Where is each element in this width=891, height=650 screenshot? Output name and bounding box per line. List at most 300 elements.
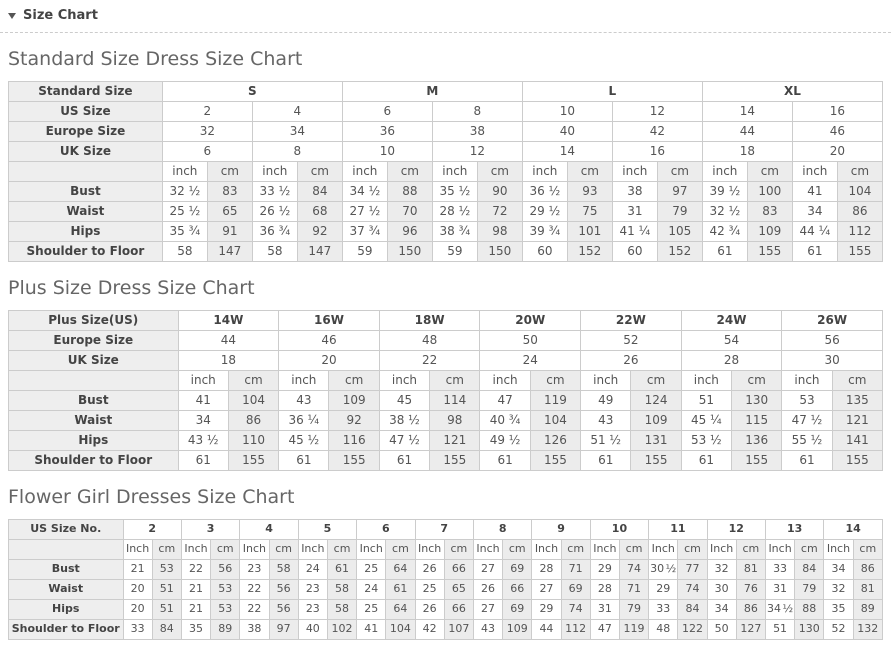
- cm-value-cell: 86: [228, 411, 278, 431]
- size-value-cell: 14: [522, 142, 612, 162]
- cm-value-cell: 102: [327, 620, 356, 640]
- size-value-cell: 42: [612, 122, 702, 142]
- cm-value-cell: 58: [327, 580, 356, 600]
- section-heading: Standard Size Dress Size Chart: [8, 48, 303, 70]
- inch-value-cell: 42: [415, 620, 444, 640]
- size-group-header: 20W: [480, 311, 581, 331]
- inch-value-cell: 53: [782, 391, 832, 411]
- cm-value-cell: 69: [561, 580, 590, 600]
- size-tables-container: [8, 48, 883, 640]
- cm-unit-header: cm: [631, 371, 681, 391]
- measurement-row: [9, 242, 883, 262]
- cm-unit-header: cm: [795, 540, 824, 560]
- table-body: [9, 82, 883, 262]
- inch-value-cell: 29: [532, 600, 561, 620]
- row-label: Europe Size: [9, 331, 179, 351]
- size-value-cell: 46: [279, 331, 380, 351]
- cm-value-cell: 114: [430, 391, 480, 411]
- cm-value-cell: 51: [152, 600, 181, 620]
- cm-value-cell: 64: [386, 600, 415, 620]
- measurement-row: [9, 222, 883, 242]
- inch-value-cell: 21: [181, 580, 210, 600]
- cm-value-cell: 66: [444, 600, 473, 620]
- cm-value-cell: 104: [837, 182, 882, 202]
- inch-unit-header: inch: [342, 162, 387, 182]
- inch-value-cell: 31: [590, 600, 619, 620]
- size-group-header: S: [162, 82, 342, 102]
- cm-value-cell: 74: [619, 560, 648, 580]
- cm-value-cell: 121: [832, 411, 882, 431]
- inch-value-cell: 21: [181, 600, 210, 620]
- cm-value-cell: 119: [619, 620, 648, 640]
- inch-value-cell: 43: [581, 411, 631, 431]
- inch-unit-header: Inch: [590, 540, 619, 560]
- inch-value-cell: 36 ½: [522, 182, 567, 202]
- unit-row: [9, 540, 883, 560]
- size-value-cell: 48: [379, 331, 480, 351]
- cm-value-cell: 64: [386, 560, 415, 580]
- cm-unit-header: cm: [269, 540, 298, 560]
- cm-value-cell: 98: [477, 222, 522, 242]
- inch-unit-header: inch: [252, 162, 297, 182]
- cm-value-cell: 86: [736, 600, 765, 620]
- cm-value-cell: 93: [567, 182, 612, 202]
- cm-value-cell: 109: [631, 411, 681, 431]
- conversion-row: [9, 122, 883, 142]
- row-label: Shoulder to Floor: [9, 242, 163, 262]
- size-value-cell: 44: [178, 331, 279, 351]
- inch-value-cell: 28: [590, 580, 619, 600]
- inch-value-cell: 36 ¾: [252, 222, 297, 242]
- cm-unit-header: cm: [211, 540, 240, 560]
- measurement-row: [9, 202, 883, 222]
- inch-unit-header: Inch: [532, 540, 561, 560]
- cm-value-cell: 71: [619, 580, 648, 600]
- size-group-header: 7: [415, 520, 473, 540]
- cm-value-cell: 107: [444, 620, 473, 640]
- inch-unit-header: inch: [612, 162, 657, 182]
- inch-value-cell: 45 ½: [279, 431, 329, 451]
- inch-value-cell: 27: [532, 580, 561, 600]
- row-label: Hips: [9, 222, 163, 242]
- inch-value-cell: 53 ½: [681, 431, 731, 451]
- cm-value-cell: 152: [567, 242, 612, 262]
- inch-value-cell: 34: [792, 202, 837, 222]
- row-label: US Size No.: [9, 520, 124, 540]
- inch-value-cell: 22: [240, 600, 269, 620]
- cm-value-cell: 69: [503, 560, 532, 580]
- cm-unit-header: cm: [736, 540, 765, 560]
- cm-value-cell: 109: [747, 222, 792, 242]
- inch-value-cell: 35: [181, 620, 210, 640]
- inch-value-cell: 26: [415, 560, 444, 580]
- cm-value-cell: 155: [228, 451, 278, 471]
- inch-unit-header: Inch: [765, 540, 794, 560]
- size-value-cell: 22: [379, 351, 480, 371]
- size-table: [8, 310, 883, 471]
- inch-value-cell: 41: [792, 182, 837, 202]
- cm-unit-header: cm: [619, 540, 648, 560]
- row-label: US Size: [9, 102, 163, 122]
- inch-value-cell: 38 ¾: [432, 222, 477, 242]
- inch-unit-header: Inch: [240, 540, 269, 560]
- row-label: Europe Size: [9, 122, 163, 142]
- size-value-cell: 56: [782, 331, 883, 351]
- cm-value-cell: 86: [837, 202, 882, 222]
- unit-row-spacer: [9, 371, 179, 391]
- cm-value-cell: 141: [832, 431, 882, 451]
- inch-value-cell: 23: [298, 600, 327, 620]
- size-value-cell: 10: [342, 142, 432, 162]
- cm-value-cell: 122: [678, 620, 707, 640]
- cm-unit-header: cm: [530, 371, 580, 391]
- inch-value-cell: 47: [590, 620, 619, 640]
- inch-value-cell: 35: [824, 600, 853, 620]
- size-value-cell: 38: [432, 122, 522, 142]
- cm-value-cell: 70: [387, 202, 432, 222]
- row-label: Bust: [9, 391, 179, 411]
- inch-value-cell: 33: [123, 620, 152, 640]
- size-group-header: M: [342, 82, 522, 102]
- size-group-header: 26W: [782, 311, 883, 331]
- row-label: Waist: [9, 202, 163, 222]
- cm-unit-header: cm: [386, 540, 415, 560]
- inch-value-cell: 35 ¾: [162, 222, 207, 242]
- inch-value-cell: 34 ½: [765, 600, 794, 620]
- inch-value-cell: 49 ½: [480, 431, 530, 451]
- cm-value-cell: 109: [503, 620, 532, 640]
- inch-value-cell: 35 ½: [432, 182, 477, 202]
- size-group-header: 14: [824, 520, 883, 540]
- size-value-cell: 8: [432, 102, 522, 122]
- inch-value-cell: 61: [581, 451, 631, 471]
- cm-unit-header: cm: [444, 540, 473, 560]
- inch-value-cell: 47: [480, 391, 530, 411]
- row-label: Bust: [9, 182, 163, 202]
- size-value-cell: 26: [581, 351, 682, 371]
- cm-value-cell: 124: [631, 391, 681, 411]
- inch-value-cell: 39 ½: [702, 182, 747, 202]
- cm-value-cell: 56: [211, 560, 240, 580]
- size-value-cell: 10: [522, 102, 612, 122]
- size-chart-section-toggle[interactable]: [8, 7, 883, 25]
- inch-value-cell: 20: [123, 580, 152, 600]
- size-header-row: [9, 520, 883, 540]
- inch-value-cell: 47 ½: [782, 411, 832, 431]
- inch-unit-header: inch: [432, 162, 477, 182]
- cm-value-cell: 116: [329, 431, 379, 451]
- size-chart-section-title: Size Chart: [23, 8, 98, 23]
- cm-value-cell: 76: [736, 580, 765, 600]
- cm-value-cell: 131: [631, 431, 681, 451]
- cm-value-cell: 155: [430, 451, 480, 471]
- inch-unit-header: inch: [522, 162, 567, 182]
- inch-value-cell: 60: [522, 242, 567, 262]
- cm-value-cell: 97: [657, 182, 702, 202]
- cm-unit-header: cm: [678, 540, 707, 560]
- size-value-cell: 16: [612, 142, 702, 162]
- row-label: UK Size: [9, 351, 179, 371]
- cm-value-cell: 71: [561, 560, 590, 580]
- inch-value-cell: 61: [178, 451, 228, 471]
- inch-value-cell: 51 ½: [581, 431, 631, 451]
- cm-value-cell: 104: [228, 391, 278, 411]
- size-value-cell: 6: [342, 102, 432, 122]
- size-value-cell: 28: [681, 351, 782, 371]
- size-group-header: 16W: [279, 311, 380, 331]
- measurement-row: [9, 580, 883, 600]
- inch-unit-header: inch: [681, 371, 731, 391]
- cm-value-cell: 150: [387, 242, 432, 262]
- inch-value-cell: 25 ½: [162, 202, 207, 222]
- inch-value-cell: 31: [765, 580, 794, 600]
- unit-row-spacer: [9, 540, 124, 560]
- measurement-row: [9, 411, 883, 431]
- cm-value-cell: 69: [503, 600, 532, 620]
- cm-value-cell: 66: [503, 580, 532, 600]
- cm-value-cell: 132: [853, 620, 882, 640]
- inch-value-cell: 24: [357, 580, 386, 600]
- cm-value-cell: 74: [561, 600, 590, 620]
- triangle-down-icon: [8, 13, 16, 19]
- inch-value-cell: 34 ½: [342, 182, 387, 202]
- size-value-cell: 20: [792, 142, 882, 162]
- cm-value-cell: 155: [731, 451, 781, 471]
- dashed-divider: [0, 32, 891, 33]
- cm-value-cell: 74: [678, 580, 707, 600]
- inch-unit-header: inch: [792, 162, 837, 182]
- cm-value-cell: 119: [530, 391, 580, 411]
- inch-value-cell: 44 ¼: [792, 222, 837, 242]
- inch-unit-header: Inch: [415, 540, 444, 560]
- size-header-row: [9, 311, 883, 331]
- cm-value-cell: 79: [657, 202, 702, 222]
- cm-value-cell: 58: [269, 560, 298, 580]
- cm-value-cell: 92: [297, 222, 342, 242]
- cm-value-cell: 135: [832, 391, 882, 411]
- size-group-header: 5: [298, 520, 356, 540]
- cm-value-cell: 155: [837, 242, 882, 262]
- size-group-header: 13: [765, 520, 823, 540]
- size-value-cell: 16: [792, 102, 882, 122]
- inch-value-cell: 38 ½: [379, 411, 429, 431]
- cm-value-cell: 53: [211, 600, 240, 620]
- cm-value-cell: 89: [853, 600, 882, 620]
- inch-value-cell: 22: [181, 560, 210, 580]
- inch-value-cell: 61: [480, 451, 530, 471]
- inch-value-cell: 41: [357, 620, 386, 640]
- size-group-header: 14W: [178, 311, 279, 331]
- inch-unit-header: Inch: [123, 540, 152, 560]
- inch-value-cell: 22: [240, 580, 269, 600]
- inch-value-cell: 59: [432, 242, 477, 262]
- size-value-cell: 2: [162, 102, 252, 122]
- cm-value-cell: 86: [853, 560, 882, 580]
- size-value-cell: 18: [178, 351, 279, 371]
- measurement-row: [9, 620, 883, 640]
- cm-value-cell: 79: [795, 580, 824, 600]
- inch-value-cell: 25: [415, 580, 444, 600]
- size-value-cell: 18: [702, 142, 792, 162]
- cm-value-cell: 130: [795, 620, 824, 640]
- inch-value-cell: 45: [379, 391, 429, 411]
- cm-unit-header: cm: [152, 540, 181, 560]
- size-group-header: 6: [357, 520, 415, 540]
- inch-value-cell: 37 ¾: [342, 222, 387, 242]
- cm-value-cell: 81: [853, 580, 882, 600]
- cm-value-cell: 104: [530, 411, 580, 431]
- size-value-cell: 4: [252, 102, 342, 122]
- inch-value-cell: 40: [298, 620, 327, 640]
- cm-unit-header: cm: [477, 162, 522, 182]
- table-body: [9, 311, 883, 471]
- size-value-cell: 54: [681, 331, 782, 351]
- inch-unit-header: inch: [782, 371, 832, 391]
- size-group-header: 8: [473, 520, 531, 540]
- conversion-row: [9, 102, 883, 122]
- size-group-header: 18W: [379, 311, 480, 331]
- size-group-header: XL: [702, 82, 882, 102]
- cm-unit-header: cm: [430, 371, 480, 391]
- cm-unit-header: cm: [297, 162, 342, 182]
- row-label: Waist: [9, 411, 179, 431]
- cm-value-cell: 155: [530, 451, 580, 471]
- inch-value-cell: 59: [342, 242, 387, 262]
- row-label: Standard Size: [9, 82, 163, 102]
- size-value-cell: 44: [702, 122, 792, 142]
- size-value-cell: 34: [252, 122, 342, 142]
- cm-value-cell: 136: [731, 431, 781, 451]
- inch-unit-header: Inch: [298, 540, 327, 560]
- size-value-cell: 40: [522, 122, 612, 142]
- inch-value-cell: 40 ¾: [480, 411, 530, 431]
- row-label: Bust: [9, 560, 124, 580]
- inch-value-cell: 32 ½: [702, 202, 747, 222]
- size-value-cell: 46: [792, 122, 882, 142]
- inch-value-cell: 58: [162, 242, 207, 262]
- cm-unit-header: cm: [657, 162, 702, 182]
- size-header-row: [9, 82, 883, 102]
- inch-value-cell: 21: [123, 560, 152, 580]
- inch-value-cell: 30: [707, 580, 736, 600]
- size-value-cell: 20: [279, 351, 380, 371]
- measurement-row: [9, 451, 883, 471]
- inch-value-cell: 47 ½: [379, 431, 429, 451]
- conversion-row: [9, 331, 883, 351]
- inch-value-cell: 34: [824, 560, 853, 580]
- cm-unit-header: cm: [561, 540, 590, 560]
- inch-value-cell: 61: [379, 451, 429, 471]
- cm-value-cell: 84: [297, 182, 342, 202]
- inch-value-cell: 51: [765, 620, 794, 640]
- cm-value-cell: 88: [795, 600, 824, 620]
- inch-value-cell: 29 ½: [522, 202, 567, 222]
- inch-unit-header: Inch: [473, 540, 502, 560]
- cm-unit-header: cm: [747, 162, 792, 182]
- measurement-row: [9, 391, 883, 411]
- inch-value-cell: 24: [298, 560, 327, 580]
- size-table: [8, 519, 883, 640]
- size-group-header: 12: [707, 520, 765, 540]
- inch-value-cell: 39 ¾: [522, 222, 567, 242]
- inch-value-cell: 61: [279, 451, 329, 471]
- cm-value-cell: 84: [795, 560, 824, 580]
- cm-value-cell: 66: [444, 560, 473, 580]
- inch-value-cell: 33: [649, 600, 678, 620]
- cm-value-cell: 150: [477, 242, 522, 262]
- inch-value-cell: 27: [473, 600, 502, 620]
- inch-unit-header: inch: [162, 162, 207, 182]
- cm-value-cell: 92: [329, 411, 379, 431]
- inch-value-cell: 27 ½: [342, 202, 387, 222]
- size-value-cell: 14: [702, 102, 792, 122]
- inch-value-cell: 45 ¼: [681, 411, 731, 431]
- size-value-cell: 30: [782, 351, 883, 371]
- row-label: Waist: [9, 580, 124, 600]
- row-label: Hips: [9, 431, 179, 451]
- inch-value-cell: 23: [298, 580, 327, 600]
- inch-value-cell: 29: [649, 580, 678, 600]
- inch-value-cell: 34: [178, 411, 228, 431]
- inch-value-cell: 23: [240, 560, 269, 580]
- size-value-cell: 32: [162, 122, 252, 142]
- inch-value-cell: 26 ½: [252, 202, 297, 222]
- row-label: Hips: [9, 600, 124, 620]
- inch-value-cell: 61: [681, 451, 731, 471]
- inch-value-cell: 36 ¼: [279, 411, 329, 431]
- cm-value-cell: 96: [387, 222, 432, 242]
- cm-value-cell: 152: [657, 242, 702, 262]
- inch-value-cell: 32: [824, 580, 853, 600]
- inch-value-cell: 38: [240, 620, 269, 640]
- row-label: UK Size: [9, 142, 163, 162]
- inch-value-cell: 43 ½: [178, 431, 228, 451]
- cm-value-cell: 97: [269, 620, 298, 640]
- cm-value-cell: 147: [297, 242, 342, 262]
- measurement-row: [9, 431, 883, 451]
- measurement-row: [9, 182, 883, 202]
- inch-value-cell: 20: [123, 600, 152, 620]
- cm-value-cell: 127: [736, 620, 765, 640]
- inch-value-cell: 41 ¼: [612, 222, 657, 242]
- inch-value-cell: 43: [279, 391, 329, 411]
- inch-value-cell: 33: [765, 560, 794, 580]
- cm-value-cell: 130: [731, 391, 781, 411]
- cm-unit-header: cm: [387, 162, 432, 182]
- cm-value-cell: 88: [387, 182, 432, 202]
- inch-value-cell: 58: [252, 242, 297, 262]
- cm-unit-header: cm: [503, 540, 532, 560]
- size-group-header: 22W: [581, 311, 682, 331]
- size-group-header: 3: [181, 520, 239, 540]
- inch-unit-header: inch: [178, 371, 228, 391]
- inch-value-cell: 30 ½: [649, 560, 678, 580]
- size-value-cell: 52: [581, 331, 682, 351]
- inch-value-cell: 61: [702, 242, 747, 262]
- size-value-cell: 24: [480, 351, 581, 371]
- size-group-header: L: [522, 82, 702, 102]
- row-label: Shoulder to Floor: [9, 451, 179, 471]
- size-value-cell: 12: [432, 142, 522, 162]
- inch-unit-header: Inch: [824, 540, 853, 560]
- inch-unit-header: Inch: [181, 540, 210, 560]
- inch-unit-header: Inch: [357, 540, 386, 560]
- cm-unit-header: cm: [853, 540, 882, 560]
- inch-unit-header: Inch: [707, 540, 736, 560]
- size-group-header: 2: [123, 520, 181, 540]
- cm-value-cell: 121: [430, 431, 480, 451]
- size-value-cell: 12: [612, 102, 702, 122]
